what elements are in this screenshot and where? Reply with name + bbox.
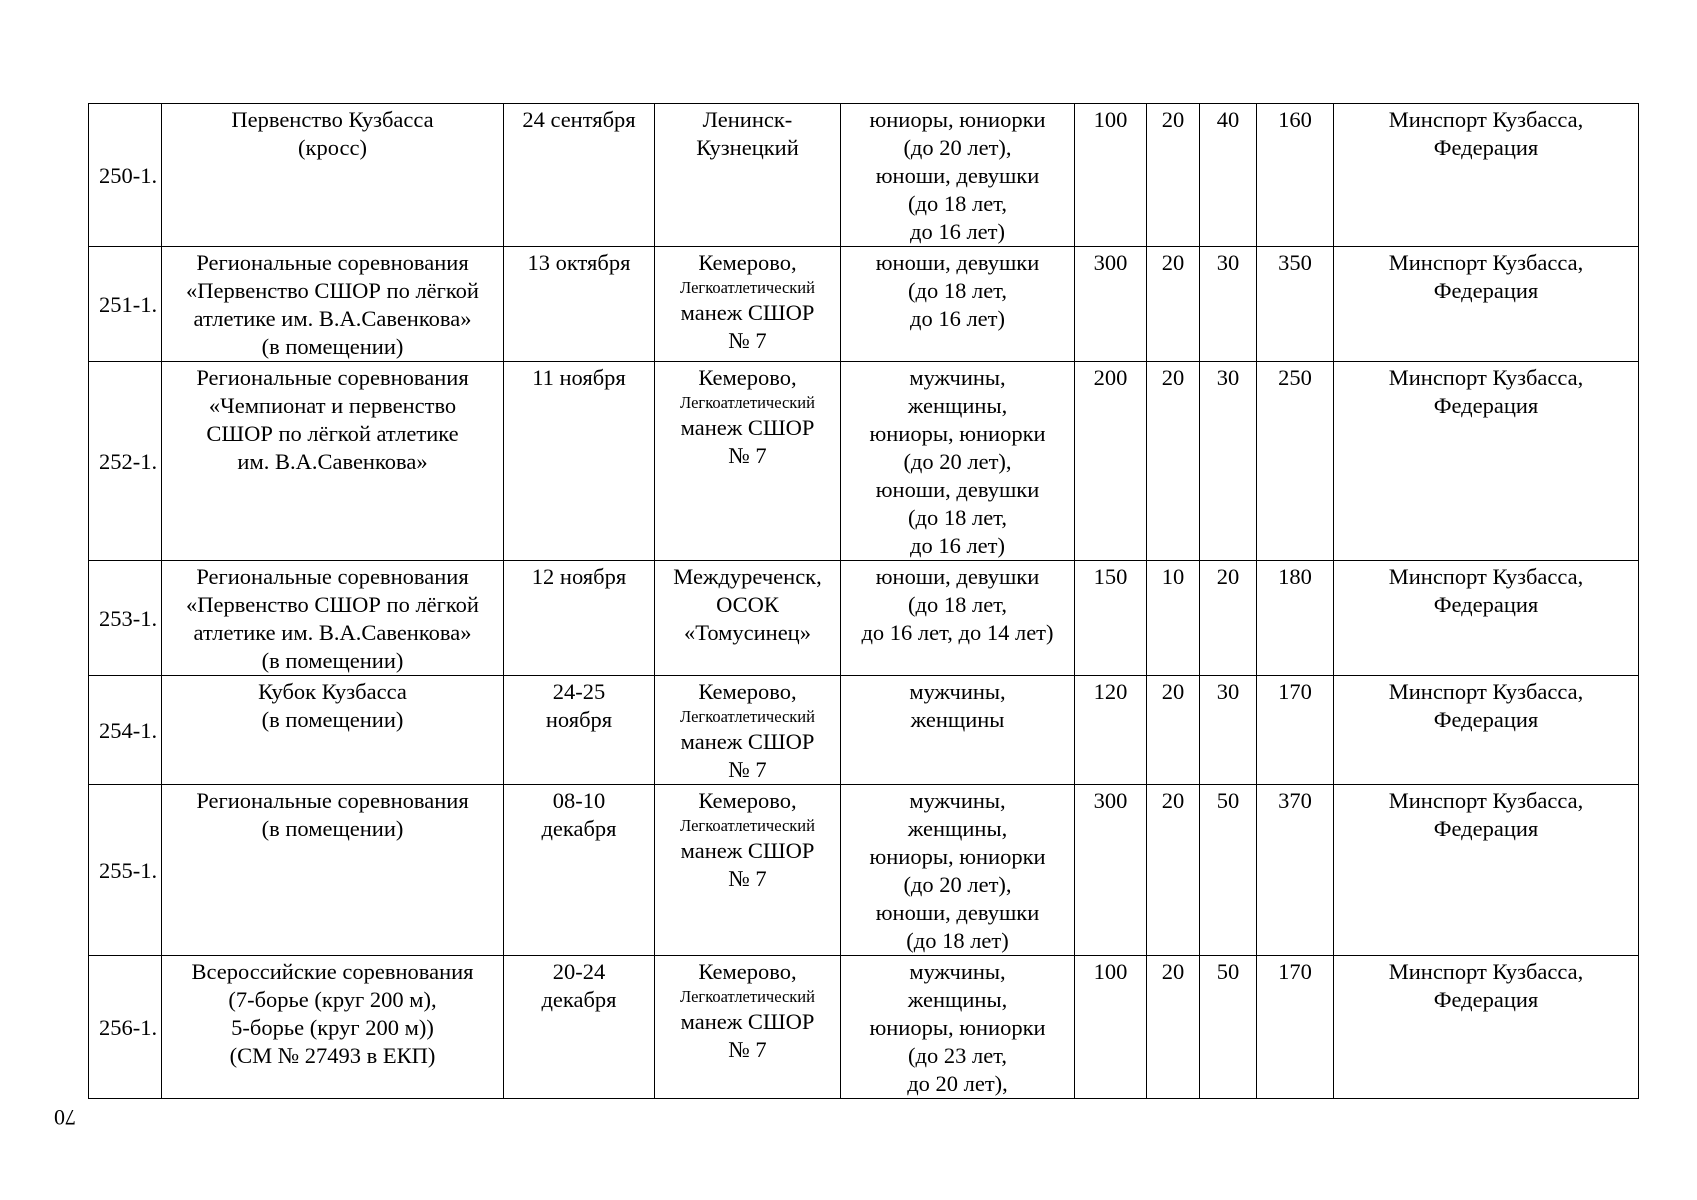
event-line: атлетике им. В.А.Савенкова» [193, 620, 472, 645]
event-line: «Чемпионат и первенство [208, 393, 457, 418]
participants-line: мужчины, [909, 788, 1006, 813]
place_after-line: манеж СШОР [680, 1009, 815, 1034]
organizer-cell [1334, 676, 1639, 785]
event-line: Кубок Кузбасса [258, 679, 407, 704]
total-count-cell: 160 [1257, 104, 1334, 247]
row-number-cell: 251-1. [89, 247, 162, 362]
org-line: Федерация [1433, 592, 1539, 617]
event-line: Региональные соревнования [196, 250, 469, 275]
row-number-cell: 255-1. [89, 785, 162, 956]
total-count-cell: 250 [1257, 362, 1334, 561]
participants-line: (до 18 лет) [906, 928, 1009, 953]
total-count-cell: 180 [1257, 561, 1334, 676]
date-line: 08-10 [552, 788, 606, 813]
date-line: 24-25 [552, 679, 606, 704]
date-line: ноября [545, 707, 613, 732]
event-line: Первенство Кузбасса [231, 107, 434, 132]
date-line: 13 октября [527, 250, 631, 275]
participants-cell [841, 247, 1075, 362]
coaches-count-cell: 10 [1147, 561, 1200, 676]
table-row [89, 247, 1639, 362]
org-line: Федерация [1433, 987, 1539, 1012]
event-line: СШОР по лёгкой атлетике [206, 421, 459, 446]
event-line: «Первенство СШОР по лёгкой [186, 278, 479, 303]
participants-line: (до 20 лет), [903, 135, 1012, 160]
participants-line: до 16 лет) [910, 219, 1005, 244]
judges-count-cell: 30 [1200, 247, 1257, 362]
venue-small-line: Легкоатлетический [680, 816, 815, 835]
row-number-cell: 252-1. [89, 362, 162, 561]
participants-cell [841, 676, 1075, 785]
participants-cell [841, 561, 1075, 676]
event-line: (в помещении) [261, 334, 404, 359]
venue-small-line: Легкоатлетический [680, 987, 815, 1006]
participants-line: женщины, [907, 393, 1008, 418]
org-line: Минспорт Кузбасса, [1388, 788, 1584, 813]
place-line: Ленинск- [702, 107, 793, 132]
table-row [89, 561, 1639, 676]
row-number-cell: 254-1. [89, 676, 162, 785]
total-count-cell: 350 [1257, 247, 1334, 362]
table-row [89, 785, 1639, 956]
org-line: Минспорт Кузбасса, [1388, 959, 1584, 984]
org-line: Федерация [1433, 393, 1539, 418]
event-line: Региональные соревнования [196, 788, 469, 813]
place_after-line: № 7 [728, 1037, 767, 1062]
place-line: Междуреченск, [673, 564, 822, 589]
date-cell [504, 561, 655, 676]
athletes-count-cell: 300 [1075, 247, 1147, 362]
participants-line: женщины, [907, 987, 1008, 1012]
date-cell [504, 104, 655, 247]
coaches-count-cell: 20 [1147, 785, 1200, 956]
participants-line: (до 20 лет), [903, 449, 1012, 474]
organizer-cell [1334, 104, 1639, 247]
event-line: (7-борье (круг 200 м), [228, 987, 437, 1012]
table-row [89, 362, 1639, 561]
row-number-cell: 256-1. [89, 956, 162, 1099]
org-line: Минспорт Кузбасса, [1388, 250, 1584, 275]
event-line: (в помещении) [261, 707, 404, 732]
athletes-count-cell: 200 [1075, 362, 1147, 561]
coaches-count-cell: 20 [1147, 247, 1200, 362]
place-line: Кузнецкий [696, 135, 799, 160]
organizer-cell [1334, 247, 1639, 362]
table-row [89, 956, 1639, 1099]
participants-cell [841, 362, 1075, 561]
event-line: Всероссийские соревнования [191, 959, 474, 984]
judges-count-cell: 50 [1200, 956, 1257, 1099]
venue-small-line: Легкоатлетический [680, 278, 815, 297]
judges-count-cell: 30 [1200, 362, 1257, 561]
participants-line: юноши, девушки [875, 163, 1040, 188]
participants-line: (до 18 лет, [908, 278, 1007, 303]
event-name-cell [162, 676, 504, 785]
participants-line: (до 18 лет, [908, 592, 1007, 617]
venue-small-line: Легкоатлетический [680, 707, 815, 726]
table-row [89, 676, 1639, 785]
date-line: 11 ноября [532, 365, 626, 390]
participants-cell [841, 104, 1075, 247]
org-line: Минспорт Кузбасса, [1388, 679, 1584, 704]
place-line: Кемерово, [698, 365, 797, 390]
coaches-count-cell: 20 [1147, 362, 1200, 561]
event-name-cell [162, 785, 504, 956]
organizer-cell [1334, 362, 1639, 561]
table-row [89, 104, 1639, 247]
date-cell [504, 362, 655, 561]
place_after-line: № 7 [728, 443, 767, 468]
event-name-cell [162, 104, 504, 247]
place-line: Кемерово, [698, 250, 797, 275]
athletes-count-cell: 120 [1075, 676, 1147, 785]
total-count-cell: 370 [1257, 785, 1334, 956]
date-cell [504, 247, 655, 362]
participants-line: женщины [910, 707, 1005, 732]
judges-count-cell: 50 [1200, 785, 1257, 956]
participants-line: юноши, девушки [875, 564, 1040, 589]
participants-line: женщины, [907, 816, 1008, 841]
event-line: (СМ № 27493 в ЕКП) [229, 1043, 436, 1068]
event-name-cell [162, 561, 504, 676]
org-line: Федерация [1433, 707, 1539, 732]
organizer-cell [1334, 785, 1639, 956]
place_after-line: манеж СШОР [680, 838, 815, 863]
org-line: Минспорт Кузбасса, [1388, 107, 1584, 132]
date-line: 20-24 [552, 959, 606, 984]
participants-line: юниоры, юниорки [869, 421, 1046, 446]
participants-line: юноши, девушки [875, 900, 1040, 925]
org-line: Федерация [1433, 135, 1539, 160]
place_after-line: манеж СШОР [680, 415, 815, 440]
organizer-cell [1334, 561, 1639, 676]
participants-line: (до 18 лет, [908, 191, 1007, 216]
athletes-count-cell: 300 [1075, 785, 1147, 956]
org-line: Федерация [1433, 278, 1539, 303]
org-line: Минспорт Кузбасса, [1388, 365, 1584, 390]
event-line: (в помещении) [261, 648, 404, 673]
venue-cell [655, 104, 841, 247]
participants-line: до 16 лет) [910, 533, 1005, 558]
event-name-cell [162, 247, 504, 362]
participants-line: до 16 лет) [910, 306, 1005, 331]
participants-line: юноши, девушки [875, 477, 1040, 502]
participants-line: мужчины, [909, 679, 1006, 704]
place_after-line: манеж СШОР [680, 300, 815, 325]
row-number-cell: 253-1. [89, 561, 162, 676]
participants-line: юниоры, юниорки [869, 1015, 1046, 1040]
participants-line: мужчины, [909, 365, 1006, 390]
venue-cell [655, 561, 841, 676]
participants-line: до 20 лет), [907, 1071, 1008, 1096]
event-name-cell [162, 956, 504, 1099]
place_after-line: манеж СШОР [680, 729, 815, 754]
participants-cell [841, 785, 1075, 956]
participants-cell [841, 956, 1075, 1099]
total-count-cell: 170 [1257, 676, 1334, 785]
athletes-count-cell: 100 [1075, 956, 1147, 1099]
event-line: Региональные соревнования [196, 564, 469, 589]
venue-cell [655, 956, 841, 1099]
date-cell [504, 785, 655, 956]
row-number-cell: 250-1. [89, 104, 162, 247]
date-line: декабря [541, 987, 617, 1012]
athletes-count-cell: 150 [1075, 561, 1147, 676]
place-line: «Томусинец» [684, 620, 811, 645]
competition-schedule-table [88, 103, 1639, 1099]
coaches-count-cell: 20 [1147, 956, 1200, 1099]
participants-line: мужчины, [909, 959, 1006, 984]
event-line: (кросс) [298, 135, 367, 160]
date-cell [504, 676, 655, 785]
total-count-cell: 170 [1257, 956, 1334, 1099]
event-name-cell [162, 362, 504, 561]
participants-line: юноши, девушки [875, 250, 1040, 275]
place_after-line: № 7 [728, 757, 767, 782]
organizer-cell [1334, 956, 1639, 1099]
event-line: (в помещении) [261, 816, 404, 841]
table-body [89, 104, 1639, 1099]
participants-line: (до 18 лет, [908, 505, 1007, 530]
event-line: Региональные соревнования [196, 365, 469, 390]
place-line: ОСОК [716, 592, 779, 617]
event-line: атлетике им. В.А.Савенкова» [193, 306, 472, 331]
participants-line: до 16 лет, до 14 лет) [861, 620, 1054, 645]
place-line: Кемерово, [698, 679, 797, 704]
event-line: им. В.А.Савенкова» [237, 449, 428, 474]
coaches-count-cell: 20 [1147, 104, 1200, 247]
page-number: 70 [54, 1105, 76, 1130]
venue-cell [655, 362, 841, 561]
org-line: Минспорт Кузбасса, [1388, 564, 1584, 589]
event-line: 5-борье (круг 200 м)) [231, 1015, 434, 1040]
participants-line: (до 23 лет, [908, 1043, 1007, 1068]
place_after-line: № 7 [728, 328, 767, 353]
place-line: Кемерово, [698, 959, 797, 984]
judges-count-cell: 30 [1200, 676, 1257, 785]
participants-line: (до 20 лет), [903, 872, 1012, 897]
place-line: Кемерово, [698, 788, 797, 813]
event-line: «Первенство СШОР по лёгкой [186, 592, 479, 617]
org-line: Федерация [1433, 816, 1539, 841]
participants-line: юниоры, юниорки [869, 107, 1046, 132]
venue-cell [655, 247, 841, 362]
venue-small-line: Легкоатлетический [680, 393, 815, 412]
athletes-count-cell: 100 [1075, 104, 1147, 247]
date-line: декабря [541, 816, 617, 841]
place_after-line: № 7 [728, 866, 767, 891]
date-line: 12 ноября [531, 564, 627, 589]
participants-line: юниоры, юниорки [869, 844, 1046, 869]
venue-cell [655, 676, 841, 785]
date-line: 24 сентября [522, 107, 636, 132]
venue-cell [655, 785, 841, 956]
judges-count-cell: 20 [1200, 561, 1257, 676]
date-cell [504, 956, 655, 1099]
coaches-count-cell: 20 [1147, 676, 1200, 785]
judges-count-cell: 40 [1200, 104, 1257, 247]
